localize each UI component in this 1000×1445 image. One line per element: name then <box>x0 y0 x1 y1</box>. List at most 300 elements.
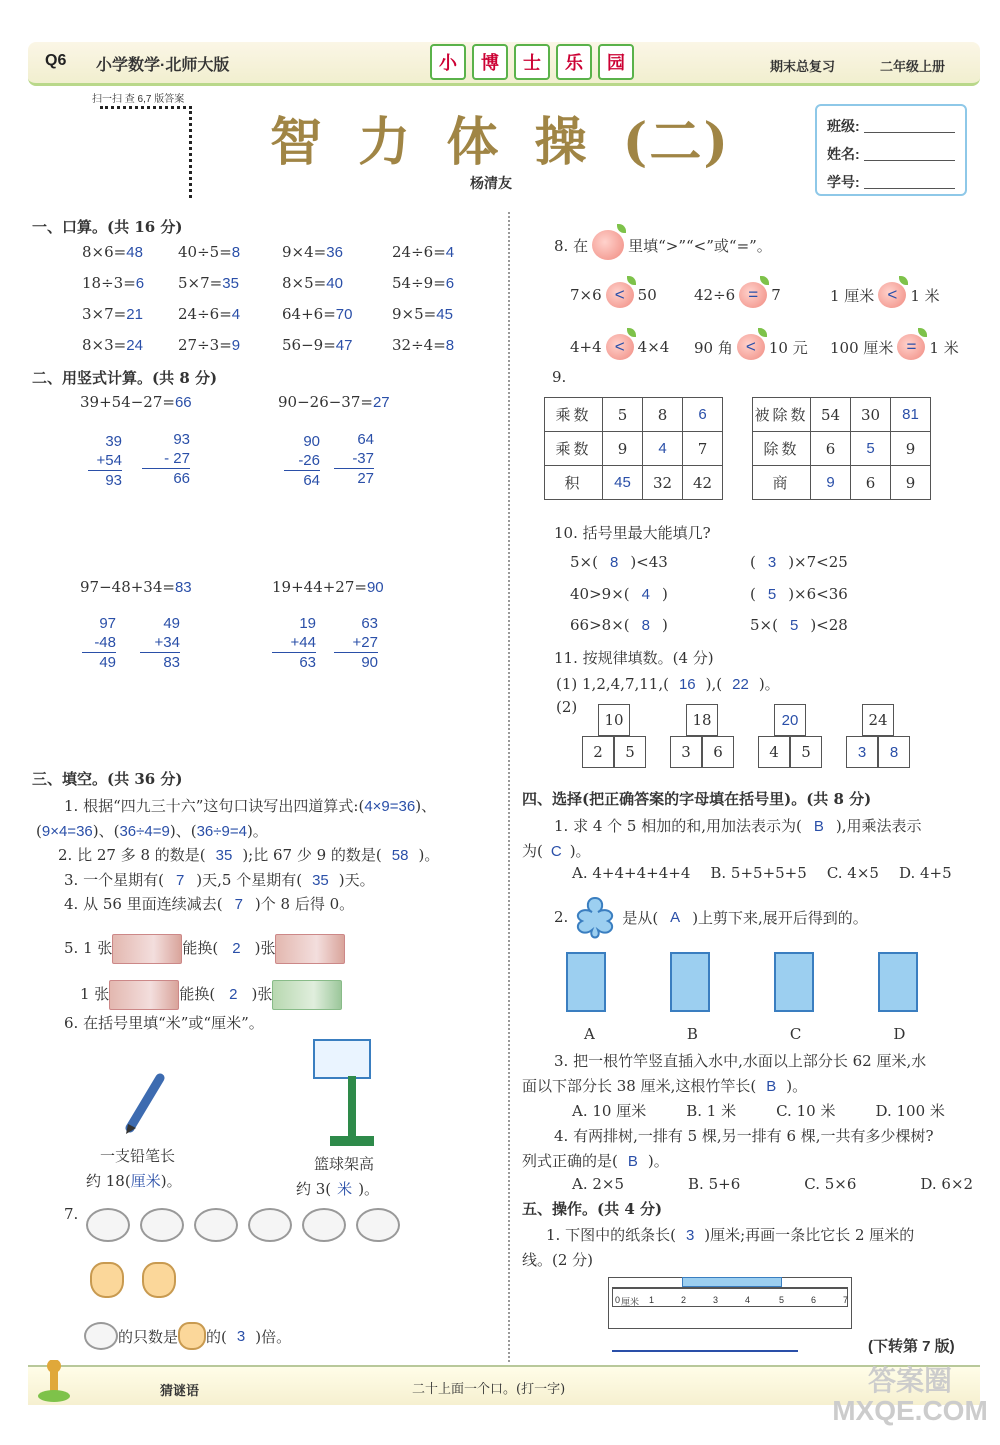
text: 5 <box>851 432 891 466</box>
cut-shape-c-icon <box>774 952 814 1012</box>
text: 63 <box>361 615 378 632</box>
pattern-group <box>582 704 646 768</box>
hoop-label: 篮球架高 <box>314 1155 375 1173</box>
text: A. 4+4+4+4+4 <box>572 864 691 882</box>
text: 5 <box>603 398 643 432</box>
text: 8×6= <box>82 243 127 261</box>
text: C. 10 米 <box>776 1102 836 1120</box>
text: )、( <box>92 822 120 840</box>
vertical-calc <box>142 430 190 488</box>
text: 24 <box>126 337 143 354</box>
text: 27 <box>334 468 374 488</box>
text: 5×( <box>570 553 598 571</box>
text: 49 <box>82 652 116 672</box>
text <box>178 274 282 305</box>
choice-q3: 3. 把一根竹竿竖直插入水中,水面以上部分长 62 厘米,水 <box>554 1052 927 1070</box>
text: 64 <box>357 431 374 448</box>
tile: 乐 <box>556 44 592 80</box>
text: A. 2×5 <box>572 1175 625 1193</box>
text: 9 <box>231 337 241 354</box>
text: 48 <box>126 244 143 261</box>
text: 2. <box>554 908 569 926</box>
text <box>392 274 454 305</box>
sheep-icon <box>140 1208 184 1242</box>
text: )天,5 个星期有( <box>196 871 303 889</box>
text: 64+6= <box>282 305 336 323</box>
choice-q3-cont <box>522 1075 807 1096</box>
pencil-answer <box>86 1170 182 1191</box>
text: )倍。 <box>255 1327 292 1346</box>
text <box>282 336 392 367</box>
fill-q5a <box>64 934 345 964</box>
operation-q1-cont: 线。(2 分) <box>522 1251 594 1269</box>
text: -37 <box>352 450 374 467</box>
text: 49 <box>163 615 180 632</box>
q11-prompt: 11. 按规律填数。(4 分) <box>554 649 714 667</box>
text: 8 <box>609 554 619 571</box>
vertical-calc <box>284 432 320 490</box>
text: 6 <box>135 275 145 292</box>
problem-4 <box>272 578 384 596</box>
fill-q4 <box>64 893 354 914</box>
text: 70 <box>335 306 353 323</box>
text: 7 <box>234 896 243 913</box>
text: < <box>606 334 634 360</box>
text: 6 <box>811 1295 817 1305</box>
text <box>392 243 454 274</box>
text <box>178 305 282 336</box>
text: 5 <box>790 736 822 768</box>
text: 5×7= <box>178 274 223 292</box>
text: 45 <box>603 466 643 500</box>
text: 4+4 <box>570 338 602 356</box>
text: 1 米 <box>910 286 940 305</box>
pattern-group <box>758 704 822 768</box>
text <box>282 243 392 274</box>
cat-icon <box>90 1262 124 1298</box>
text: 7 <box>843 1295 849 1305</box>
page-number: Q6 <box>45 52 67 69</box>
text: 66>8×( <box>570 616 630 634</box>
text: 1 米 <box>929 338 959 357</box>
multiplication-table <box>544 397 723 500</box>
text: 1 厘米 <box>830 286 875 305</box>
q10-item <box>750 585 848 603</box>
text: +54 <box>96 452 122 469</box>
text: A <box>584 1025 595 1043</box>
choice-q2-options <box>566 952 918 1012</box>
drawn-line <box>612 1350 798 1352</box>
author: 杨清友 <box>470 175 512 191</box>
text: 8 <box>878 736 910 768</box>
text: )张 <box>254 939 276 957</box>
text <box>846 736 910 768</box>
text: 6 <box>702 736 734 768</box>
text: 63 <box>272 652 316 672</box>
cut-shape-a-icon <box>566 952 606 1012</box>
text <box>582 736 646 768</box>
q10-item <box>750 553 848 571</box>
text: +27 <box>352 634 378 651</box>
giraffe-icon <box>30 1360 80 1404</box>
fill-q5b <box>80 980 342 1010</box>
text <box>82 274 178 305</box>
text: 9 <box>603 432 643 466</box>
text: 厘米 <box>621 1297 640 1307</box>
text <box>82 274 502 305</box>
peach-icon <box>592 230 624 260</box>
text <box>545 466 723 500</box>
choice-q1-cont <box>522 840 591 861</box>
text: 1 张 <box>80 985 110 1003</box>
text: B <box>813 818 824 835</box>
section1-heading: 一、口算。(共 16 分) <box>32 218 183 236</box>
text: B <box>686 1025 698 1043</box>
text: A. 10 厘米 <box>572 1102 647 1120</box>
text: 30 <box>851 398 891 432</box>
text: 90 <box>334 652 378 672</box>
text: +34 <box>154 634 180 651</box>
text: 40÷5= <box>178 243 232 261</box>
vertical-calc <box>88 432 122 490</box>
q8-prompt <box>554 230 772 260</box>
vertical-calc <box>334 430 374 488</box>
fill-q7-label: 7. <box>64 1205 79 1223</box>
text: )。 <box>647 1152 669 1170</box>
banknote-100-icon <box>112 934 182 964</box>
q10-item <box>750 616 848 634</box>
text: 7 <box>771 286 781 304</box>
text: )。 <box>160 1172 182 1190</box>
text: 为( <box>522 842 543 860</box>
id-field[interactable] <box>864 175 955 189</box>
text: C. 5×6 <box>804 1175 857 1193</box>
text: 1. 根据“四九三十六”这句口诀写出四道算式:( <box>64 797 365 815</box>
text: B. 5+6 <box>688 1175 741 1193</box>
text: 4. 从 56 里面连续减去( <box>64 895 223 913</box>
text: = <box>897 334 925 360</box>
text: 3 <box>767 554 777 571</box>
text: 3×7= <box>82 305 127 323</box>
text: B. 5+5+5+5 <box>710 864 807 882</box>
text: 18 <box>686 704 718 736</box>
cut-shape-d-icon <box>878 952 918 1012</box>
text <box>545 432 723 466</box>
text: 4×4 <box>637 338 670 356</box>
tile: 士 <box>514 44 550 80</box>
text: 6 <box>851 466 891 500</box>
q8-item <box>830 334 959 360</box>
text: 35 <box>222 275 239 292</box>
text <box>282 305 392 336</box>
text: B <box>627 1153 638 1170</box>
title-char: 力 <box>358 112 413 173</box>
text: 83 <box>174 579 192 596</box>
text: 里填“>”“<”或“=”。 <box>628 236 772 255</box>
text: )<43 <box>630 553 668 571</box>
fill-q1-cont <box>36 820 268 841</box>
sheep-icon <box>302 1208 346 1242</box>
text: 5. 1 张 <box>64 939 113 957</box>
text: );比 67 少 9 的数是( <box>242 846 382 864</box>
q11-part1 <box>556 673 780 694</box>
text: 32÷4= <box>392 336 446 354</box>
text: 8 <box>643 398 683 432</box>
choice-q4-cont <box>522 1150 669 1171</box>
oral-calc-grid <box>82 243 502 367</box>
text: 58 <box>391 847 409 864</box>
text <box>330 1136 374 1146</box>
choice-q2 <box>554 894 868 940</box>
text: 6 <box>811 432 851 466</box>
text: 列式正确的是( <box>522 1152 618 1170</box>
column-divider <box>508 212 510 1362</box>
fill-q6: 6. 在括号里填“米”或“厘米”。 <box>64 1014 264 1032</box>
sheep-icon <box>194 1208 238 1242</box>
text: 39 <box>105 433 122 450</box>
text: 10 元 <box>768 338 808 357</box>
text: 能换( <box>179 985 216 1003</box>
choice-q4: 4. 有两排树,一排有 5 棵,另一排有 6 棵,一共有多少棵树? <box>554 1127 934 1145</box>
text: 除数 <box>753 432 811 466</box>
text: 乘数 <box>545 432 603 466</box>
text: B <box>766 1078 777 1095</box>
text: ) <box>661 616 668 634</box>
review-label: 期末总复习 <box>770 60 836 75</box>
title-char: 操 <box>534 112 589 173</box>
scan-hint: 扫一扫 查 6,7 版答案 <box>92 94 185 105</box>
text <box>38 1390 70 1402</box>
pattern-group <box>846 704 910 768</box>
text: 90 <box>366 579 384 596</box>
title-tiles <box>430 44 634 80</box>
text <box>47 1360 61 1373</box>
text: 56−9= <box>282 336 336 354</box>
title-char: 智 <box>270 112 325 173</box>
text <box>282 274 392 305</box>
text: D. 4+5 <box>898 864 952 882</box>
q8-item <box>694 282 781 308</box>
tile: 园 <box>598 44 634 80</box>
choice-q1 <box>554 815 922 836</box>
text <box>545 398 723 500</box>
text: )厘米;再画一条比它长 2 厘米的 <box>704 1226 915 1244</box>
cat-icon <box>178 1322 206 1350</box>
tile: 小 <box>430 44 466 80</box>
text: 2. 比 27 多 8 的数是( <box>58 846 206 864</box>
text: A <box>670 908 681 926</box>
text: 10 <box>598 704 630 736</box>
text: 9 <box>891 466 931 500</box>
riddle-label: 猜谜语 <box>160 1384 200 1399</box>
text: 4×9=36 <box>364 798 416 815</box>
fill-q1 <box>64 795 504 816</box>
text: 5 <box>789 617 799 634</box>
text: 约 18( <box>86 1172 131 1190</box>
text: )天。 <box>338 871 375 889</box>
text <box>314 1040 370 1078</box>
text <box>82 305 178 336</box>
tile: 博 <box>472 44 508 80</box>
text: 24÷6= <box>392 243 446 261</box>
division-table <box>752 397 931 500</box>
text: 4 <box>641 586 650 603</box>
text: 42÷6 <box>694 286 736 304</box>
text: (1) 1,2,4,7,11,( <box>556 675 669 693</box>
text: 50 <box>637 286 657 304</box>
choice-q2-labels <box>584 1025 905 1043</box>
text: ) <box>661 585 668 603</box>
number-pattern <box>582 704 910 768</box>
text: 的只数是 <box>118 1327 179 1346</box>
problem-1 <box>80 393 192 411</box>
text: 20 <box>774 704 806 736</box>
text: 3 <box>846 736 878 768</box>
text: 24 <box>862 704 894 736</box>
vertical-calc <box>334 614 378 672</box>
q8-item <box>570 334 669 360</box>
text: 9×4= <box>282 243 327 261</box>
q8-item <box>830 282 940 308</box>
text: )。 <box>569 842 591 860</box>
text: 36÷4=9 <box>119 823 170 840</box>
text: )×7<25 <box>788 553 848 571</box>
pattern-group <box>670 704 734 768</box>
text: 22 <box>732 676 749 693</box>
text: 4 <box>643 432 683 466</box>
text: 5 <box>614 736 646 768</box>
text: 商 <box>753 466 811 500</box>
text: 3 <box>685 1227 695 1244</box>
text: 4 <box>745 1295 751 1305</box>
q10-prompt: 10. 括号里最大能填几? <box>554 524 711 542</box>
text <box>827 168 955 196</box>
basketball-hoop-icon <box>310 1036 380 1151</box>
watermark: 答案圈 MXQE.COM <box>832 1365 988 1426</box>
text: 93 <box>88 470 122 490</box>
sheep-icon <box>86 1208 130 1242</box>
text <box>392 305 453 336</box>
text: 27÷3= <box>178 336 232 354</box>
text: )。 <box>758 675 780 693</box>
grade-label: 二年级上册 <box>880 60 946 75</box>
text: )。 <box>246 822 268 840</box>
text: 9×5= <box>392 305 437 323</box>
text: 19 <box>299 615 316 632</box>
title-char: (二) <box>622 112 730 173</box>
text: )。 <box>418 846 440 864</box>
vertical-calc <box>140 614 180 672</box>
text <box>130 1078 160 1128</box>
text: - 27 <box>164 450 190 467</box>
text: 4 <box>758 736 790 768</box>
text: 5 <box>767 586 777 603</box>
text: 厘米 <box>130 1173 161 1190</box>
text <box>670 736 734 768</box>
text: 90−26−37= <box>278 393 373 411</box>
text: 被除数 <box>753 398 811 432</box>
fill-q7 <box>84 1322 291 1350</box>
text <box>82 243 502 274</box>
section3-heading: 三、填空。(共 36 分) <box>32 770 183 788</box>
text: 1. 下图中的纸条长( <box>546 1226 676 1244</box>
text <box>82 305 502 336</box>
q10-item <box>570 553 668 571</box>
pencil-label: 一支铅笔长 <box>100 1147 176 1165</box>
paper-strip <box>682 1277 782 1287</box>
text <box>348 1076 356 1136</box>
text: D. 100 米 <box>875 1102 945 1120</box>
text: 81 <box>891 398 931 432</box>
title-char: 体 <box>446 112 501 173</box>
text <box>82 336 502 367</box>
text: ( <box>36 822 42 840</box>
text: 2 <box>229 986 238 1003</box>
text: 4 <box>231 306 241 323</box>
text: 32 <box>643 466 683 500</box>
continued-note: (下转第 7 版) <box>868 1338 955 1355</box>
text: 64 <box>284 470 320 490</box>
text: C <box>550 843 562 860</box>
text <box>827 112 955 140</box>
text <box>753 466 931 500</box>
name-field[interactable] <box>864 147 955 161</box>
banknote-100-icon <box>109 980 179 1010</box>
text: 0 <box>615 1295 621 1305</box>
text: < <box>737 334 765 360</box>
class-field[interactable] <box>864 119 955 133</box>
text: 97−48+34= <box>80 578 175 596</box>
text: 8×5= <box>282 274 327 292</box>
problem-2 <box>278 393 390 411</box>
text: 2 <box>232 940 241 957</box>
text: 24÷6= <box>178 305 232 323</box>
text: C. 4×5 <box>826 864 879 882</box>
text: 8 <box>445 337 455 354</box>
text: 66 <box>142 468 190 488</box>
text: 9 <box>891 432 931 466</box>
text: 面以下部分长 38 厘米,这根竹竿长( <box>522 1077 757 1095</box>
text: 乘数 <box>545 398 603 432</box>
sheep-icon <box>356 1208 400 1242</box>
text: 8×3= <box>82 336 127 354</box>
text: 1. 求 4 个 5 相加的和,用加法表示为( <box>554 817 802 835</box>
banknote-50-icon <box>272 980 342 1010</box>
q10-item <box>570 616 668 634</box>
text <box>753 398 931 500</box>
text: 8 <box>641 617 650 634</box>
text: )。 <box>358 1180 380 1198</box>
ruler <box>612 1287 848 1307</box>
text <box>827 140 955 168</box>
text: < <box>606 282 634 308</box>
text: 18÷3= <box>82 274 136 292</box>
text: 约 3( <box>296 1180 332 1198</box>
text: 5 <box>779 1295 785 1305</box>
section5-heading: 五、操作。(共 4 分) <box>522 1200 663 1218</box>
text: 40 <box>326 275 343 292</box>
hoop-answer <box>296 1178 379 1199</box>
text: ( <box>750 585 756 603</box>
cat-icon <box>142 1262 176 1298</box>
text: 积 <box>545 466 603 500</box>
text: 93 <box>173 431 190 448</box>
publisher: 小学数学·北师大版 <box>96 57 230 74</box>
text: 2 <box>681 1295 687 1305</box>
vertical-calc <box>82 614 116 672</box>
qr-code-icon[interactable] <box>100 106 192 198</box>
text: 2 <box>582 736 614 768</box>
